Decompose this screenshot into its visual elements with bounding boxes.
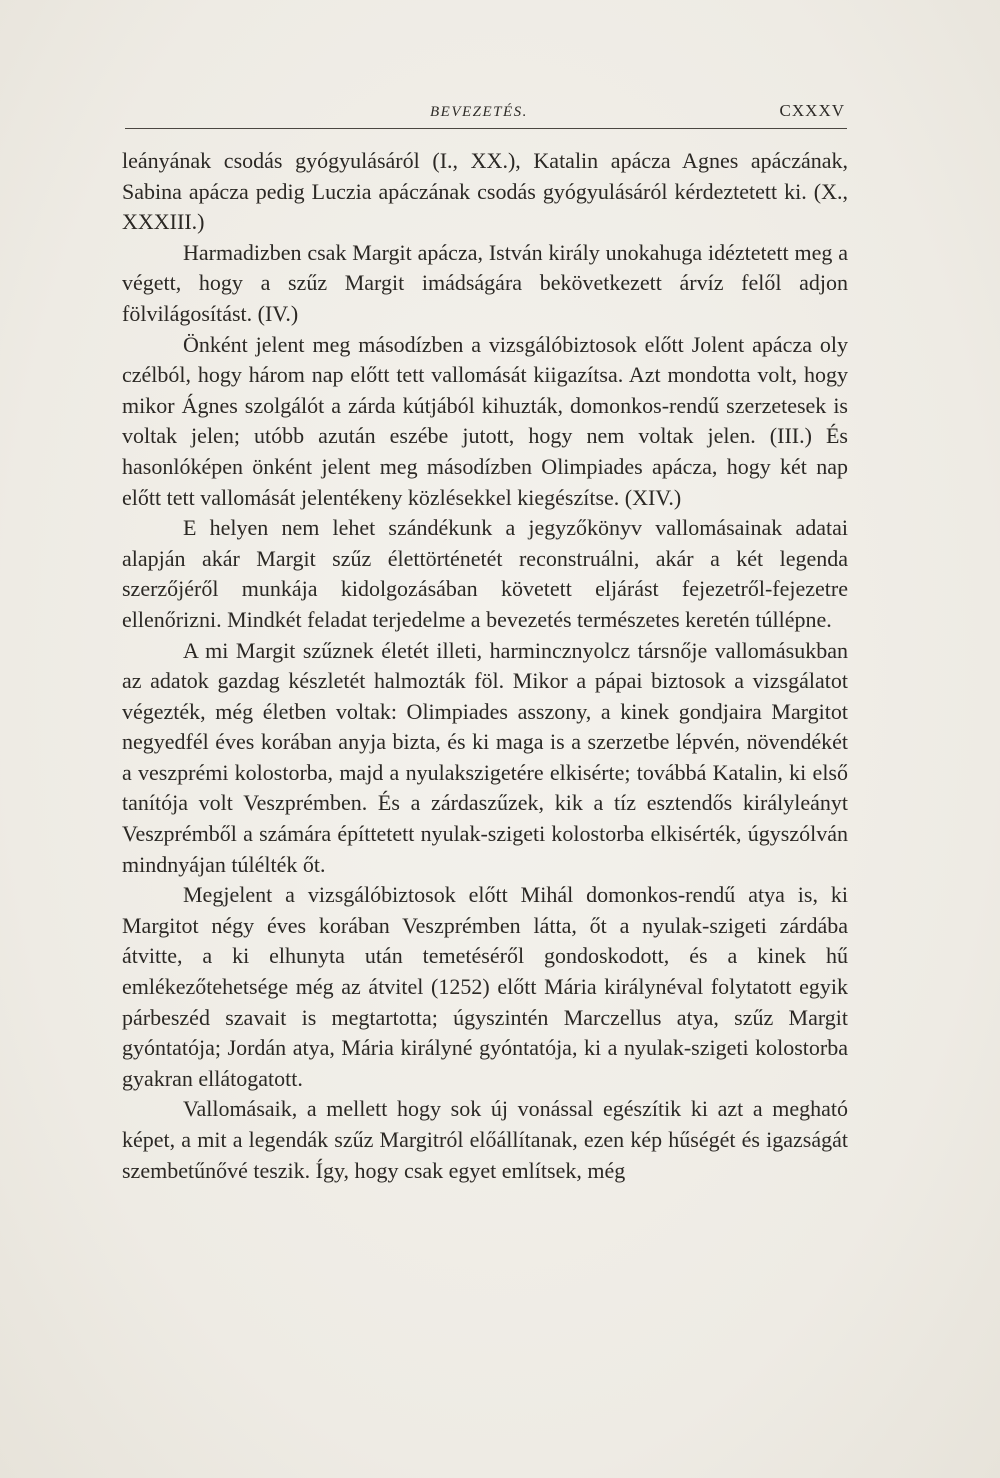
- paragraph: A mi Margit szűznek életét illeti, harmincznyolcz társnője vallomásukban az adatok gazdag készletét halmozták föl. Mikor a pápai biztosok a vizsgálatot végezték, még életben voltak: Olimpiades asszony, a kinek gondjaira Margitot negyedfél éves korában anyja bizta, és ki maga is a szerzetbe lépvén, növendékét a veszprémi kolostorba, majd a nyulakszigetére elkisérte; továbbá Katalin, ki első tanítója volt Veszprémben. És a zárdaszűzek, kik a tíz esztendős királyleányt Veszprémből a számára építtetett nyulak-szigeti kolostorba elkisérték, úgyszólván mindnyájan túlélték őt.: [122, 637, 848, 877]
- page-header: [125, 98, 847, 128]
- paragraph: Vallomásaik, a mellett hogy sok új vonással egészítik ki azt a megható képet, a mit a legendák szűz Margitról előállítanak, ezen kép hűségét és igazságát szembetűnővé teszik. Így, hogy csak egyet említsek, még: [122, 1096, 848, 1183]
- running-head: BEVEZETÉS.: [430, 104, 528, 120]
- paragraph: leányának csodás gyógyulásáról (I., XX.), Katalin apácza Agnes apáczának, Sabina apácza pedig Luczia apáczának csodás gyógyulásáról kérdeztetett ki. (X., XXXIII.): [122, 148, 848, 235]
- paragraph: Önként jelent meg másodízben a vizsgálóbiztosok előtt Jolent apácza oly czélból, hogy három nap előtt tett vallomását kiigazítsa. Azt mondotta volt, hogy mikor Ágnes szolgálót a zárda kútjából kihuzták, domonkos-rendű szerzetesek is voltak jelen; utóbb azután eszébe jutott, hogy nem voltak jelen. (III.) És hasonlóképen önként jelent meg másodízben Olimpiades apácza, hogy két nap előtt tett vallomását jelentékeny közlésekkel kiegészítse. (XIV.): [122, 331, 848, 510]
- body-text: [122, 146, 848, 1186]
- paragraph: Megjelent a vizsgálóbiztosok előtt Mihál domonkos-rendű atya is, ki Margitot négy éves korában Veszprémben látta, őt a nyulak-szigeti zárdába átvitte, a ki elhunyta után temetéséről gondoskodott, és a kinek hű emlékezőtehetsége még az átvitel (1252) előtt Mária királynéval folytatott egyik párbeszéd szavait is megtartotta; úgyszintén Marczellus atya, szűz Margit gyóntatója; Jordán atya, Mária királyné gyóntatója, ki a nyulak-szigeti kolostorba gyakran ellátogatott.: [122, 882, 848, 1091]
- page-number: CXXXV: [779, 101, 845, 120]
- paragraph: E helyen nem lehet szándékunk a jegyzőkönyv vallomásainak adatai alapján akár Margit szűz élettörténetét reconstruálni, akár a két legenda szerzőjéről munkája kidolgozásában követett eljárást fejezetről-fejezetre ellenőrizni. Mindkét feladat terjedelme a bevezetés természetes keretén túllépne.: [122, 515, 848, 632]
- paragraph: Harmadizben csak Margit apácza, István király unokahuga idéztetett meg a végett, hogy a szűz Margit imádságára bekövetkezett árvíz felől adjon fölvilágosítást. (IV.): [122, 239, 848, 326]
- header-rule: [125, 128, 847, 129]
